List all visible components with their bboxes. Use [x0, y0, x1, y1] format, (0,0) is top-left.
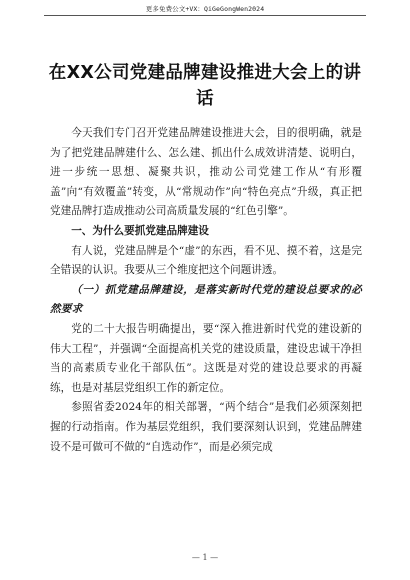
subsection-1-paragraph-1: 党的二十大报告明确提出，要“深入推进新时代党的建设新的伟大工程”，并强调“全面提高机关党的建设质量，建设忠诚干净担当的高素质专业化干部队伍”。这既是对党的建设总要求的再凝练，也是对基层党组织工作的新定位。	[50, 322, 362, 394]
section-heading-1: 一、为什么要抓党建品牌建设	[71, 224, 209, 237]
intro-paragraph: 今天我们专门召开党建品牌建设推进大会，目的很明确，就是为了把党建品牌建什么、怎么建、抓出什么成效讲清楚、说明白，进一步统一思想、凝聚共识，推动公司党建工作从“有形覆盖”向“有效覆盖”转变，从“常规动作”向“特色亮点”升级，真正把党建品牌打造成推动公司高质量发展的“红色引擎”。	[50, 127, 362, 218]
document-body	[50, 124, 362, 457]
section-1-paragraph-1: 有人说，党建品牌是个“虚”的东西，看不见、摸不着，这是完全错误的认识。我要从三个维度把这个问题讲透。	[50, 244, 362, 277]
page-number: — 1 —	[191, 553, 219, 562]
subsection-heading-1: （一）抓党建品牌建设，是落实新时代党的建设总要求的必然要求	[50, 283, 362, 316]
document-title: 在XX公司党建品牌建设推进大会上的讲话	[48, 63, 362, 109]
header-divider	[44, 15, 366, 16]
page-header: 更多免费公文+VX：QiGeGongWen2024	[145, 5, 265, 13]
subsection-1-paragraph-2: 参照省委2024年的相关部署，“两个结合”是我们必须深刻把握的行动指南。作为基层党组织，我们要深刻认识到，党建品牌建设不是可做可不做的“自选动作”，而是必须完成	[50, 401, 362, 453]
